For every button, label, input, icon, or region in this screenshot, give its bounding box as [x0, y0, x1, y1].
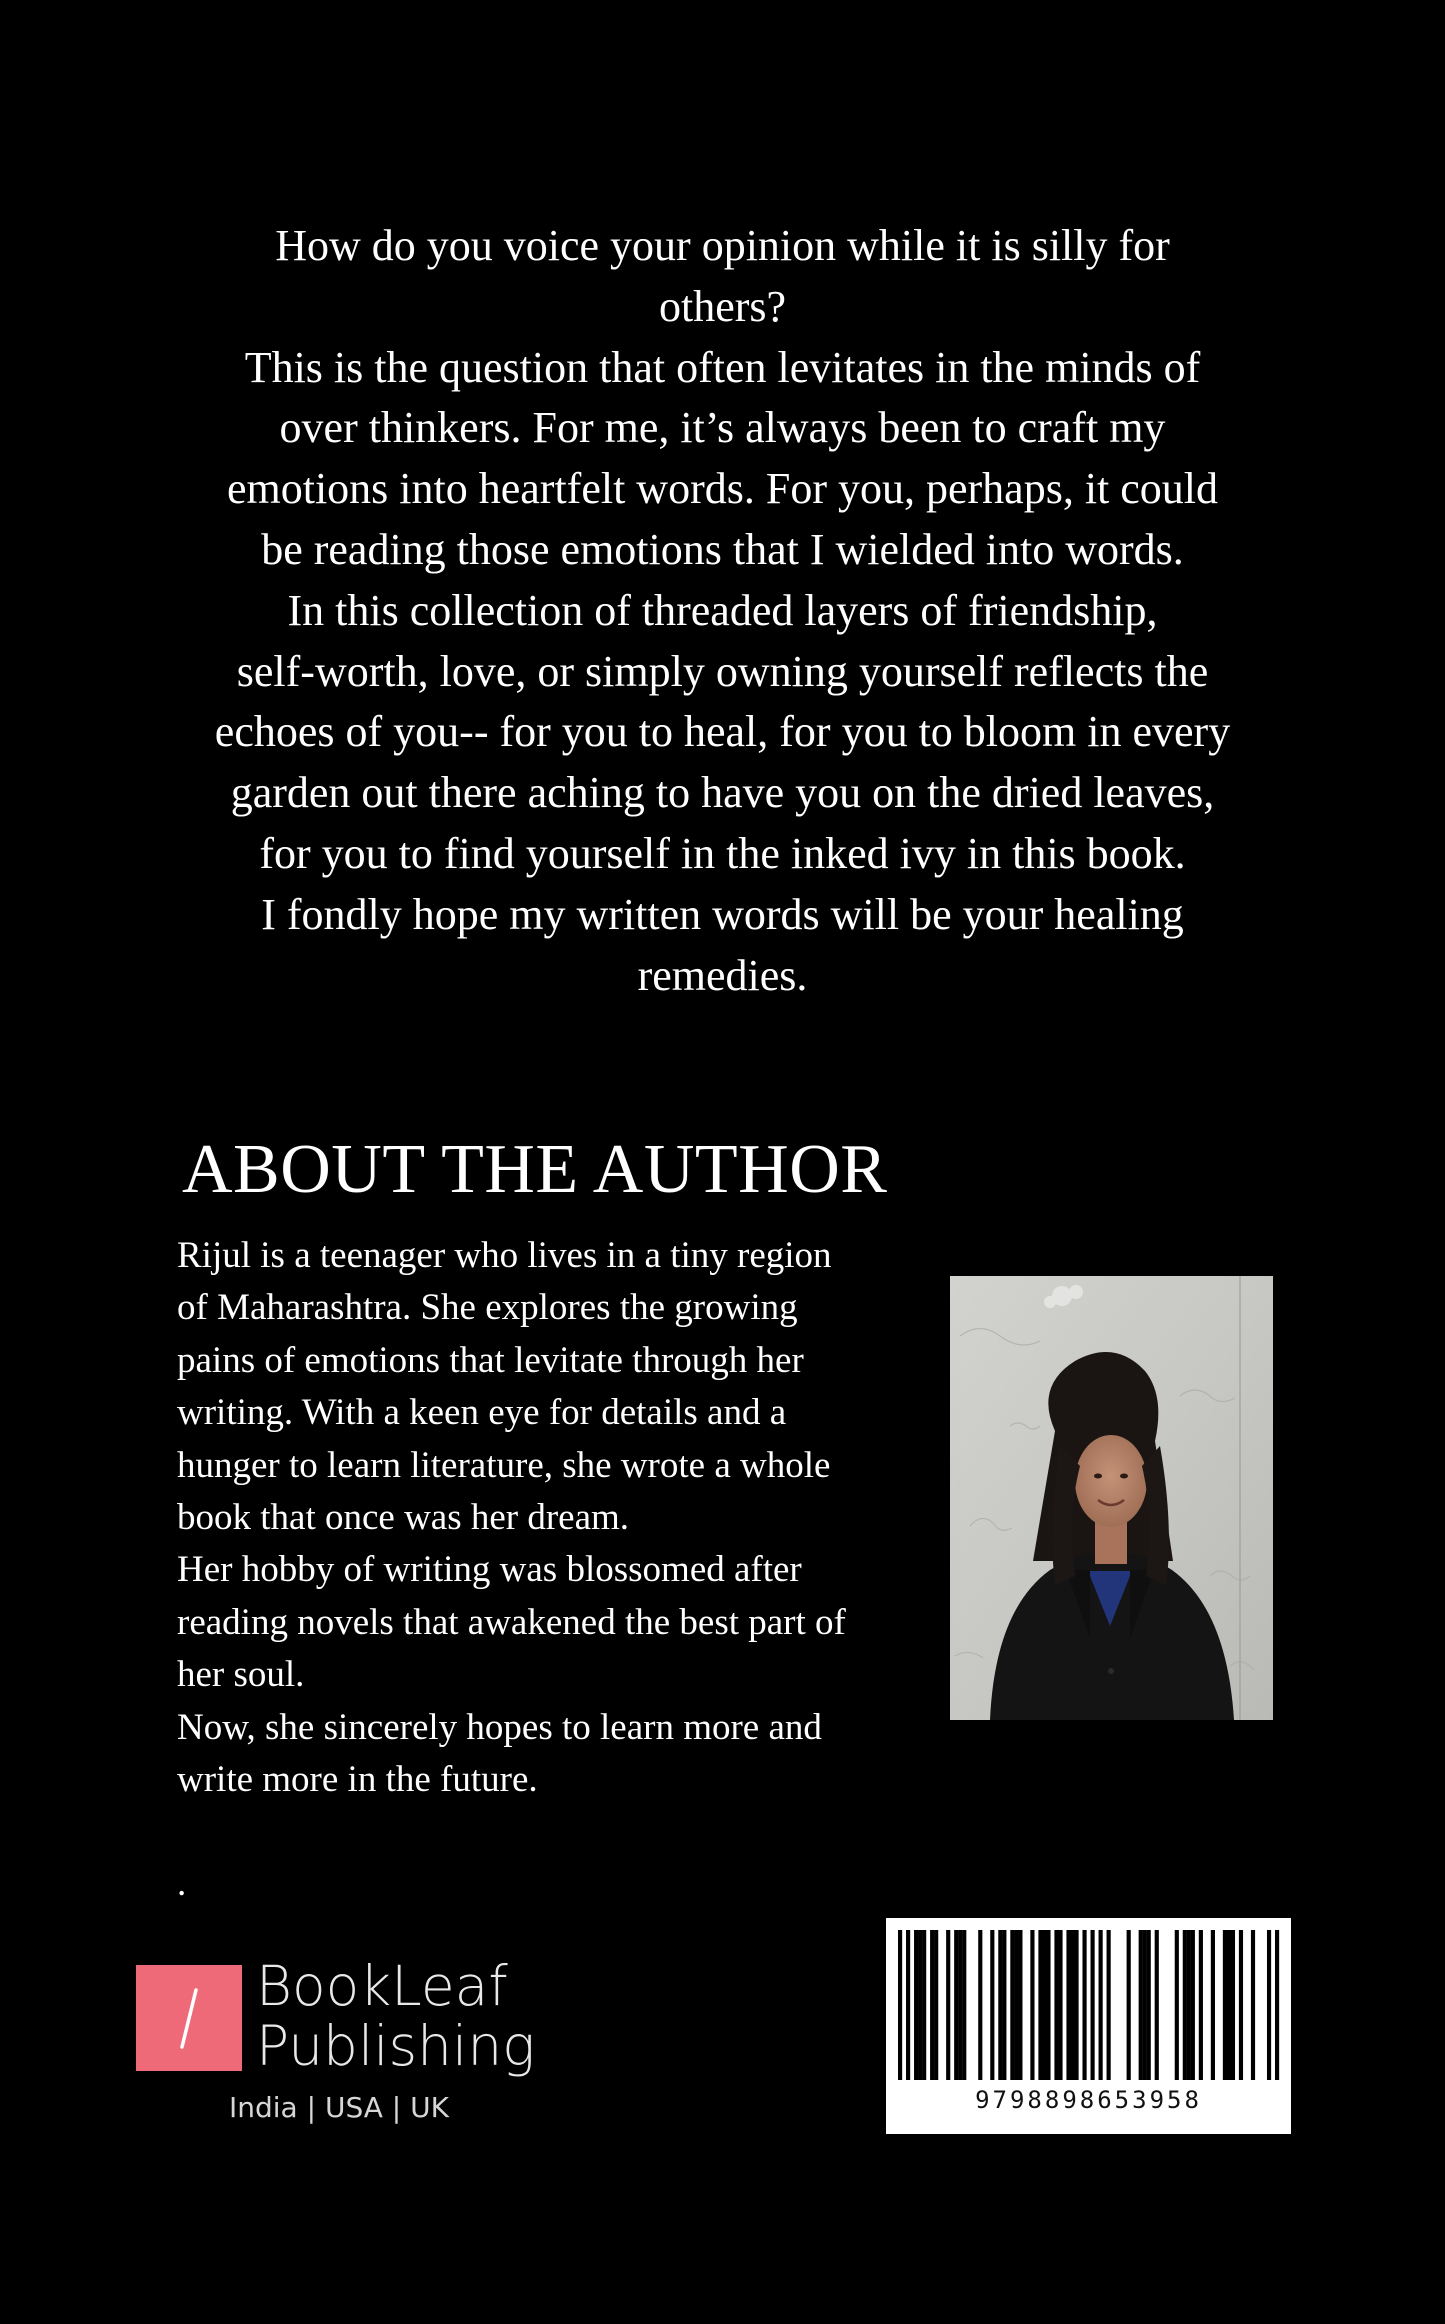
bio-line: pains of emotions that levitate through her	[177, 1339, 804, 1381]
blurb-line: This is the question that often levitates in the minds of	[244, 342, 1201, 392]
bio-line: book that once was her dream.	[177, 1497, 630, 1539]
barcode-bar	[954, 1930, 958, 2080]
barcode-bar	[1099, 1930, 1103, 2080]
bio-line: write more in the future.	[177, 1759, 538, 1801]
blurb-line: be reading those emotions that I wielded into words.	[261, 524, 1184, 574]
publisher-regions: India | USA | UK	[229, 2091, 449, 2124]
barcode-bar	[1042, 1930, 1046, 2080]
barcode-bar	[906, 1930, 910, 2080]
isbn-number: 9798898653958	[975, 2086, 1202, 2114]
barcode-bar	[1091, 1930, 1095, 2080]
bio-line: hunger to learn literature, she wrote a whole	[177, 1444, 831, 1486]
blurb-line: In this collection of threaded layers of friendship,	[287, 585, 1158, 635]
barcode-bar	[1143, 1930, 1147, 2080]
publisher-logo-mark	[136, 1965, 242, 2071]
barcode-bar	[1014, 1930, 1018, 2080]
barcode-bar	[1211, 1930, 1215, 2080]
bio-line: Now, she sincerely hopes to learn more and	[177, 1706, 822, 1748]
bio-line: of Maharashtra. She explores the growing	[177, 1287, 798, 1329]
blurb-line: self-worth, love, or simply owning yourself reflects the	[236, 646, 1209, 696]
barcode-bar	[1175, 1930, 1179, 2080]
isbn-barcode	[886, 1918, 1291, 2134]
blurb-line: garden out there aching to have you on the dried leaves,	[230, 768, 1215, 818]
trailing-dot: .	[177, 1863, 187, 1905]
blurb-line: remedies.	[637, 950, 808, 1000]
barcode-bar	[1046, 1930, 1050, 2080]
blurb-text	[150, 216, 1295, 1006]
blurb-line: for you to find yourself in the inked ivy in this book.	[259, 828, 1186, 878]
barcode-bar	[1058, 1930, 1062, 2080]
barcode-bar	[998, 1930, 1002, 2080]
barcode-bar	[1155, 1930, 1159, 2080]
blurb-line: I fondly hope my written words will be your healing	[261, 889, 1184, 939]
barcode-bar	[1107, 1930, 1111, 2080]
barcode-bar	[1082, 1930, 1086, 2080]
barcode-bar	[1199, 1930, 1203, 2080]
barcode-bar	[1183, 1930, 1187, 2080]
barcode-bar	[1227, 1930, 1231, 2080]
barcode-bar	[1002, 1930, 1006, 2080]
barcode-bar	[1074, 1930, 1078, 2080]
barcode-bar	[1010, 1930, 1014, 2080]
barcode-bar	[1038, 1930, 1042, 2080]
blurb-line: emotions into heartfelt words. For you, perhaps, it could	[226, 464, 1219, 514]
bio-line: her soul.	[177, 1654, 305, 1696]
blurb-line: over thinkers. For me, it’s always been to craft my	[279, 403, 1166, 453]
barcode-bar	[934, 1930, 938, 2080]
barcode-bar	[958, 1930, 962, 2080]
barcode-bar	[1187, 1930, 1191, 2080]
barcode-bar	[1239, 1930, 1243, 2080]
author-bio	[177, 1230, 917, 1911]
barcode-bar	[1054, 1930, 1058, 2080]
publisher-name-line2: Publishing	[256, 2014, 536, 2078]
barcode-bar	[1139, 1930, 1143, 2080]
author-photo	[950, 1276, 1273, 1720]
barcode-bar	[1251, 1930, 1255, 2080]
publisher-name	[256, 1956, 535, 2076]
bio-line: writing. With a keen eye for details and a	[177, 1392, 787, 1434]
blurb-line: others?	[658, 281, 787, 331]
barcode-bar	[946, 1930, 950, 2080]
barcode-bar	[1223, 1930, 1227, 2080]
barcode-bar	[1030, 1930, 1034, 2080]
barcode-bar	[978, 1930, 982, 2080]
blurb-line: How do you voice your opinion while it is silly for	[275, 221, 1170, 270]
barcode-bar	[914, 1930, 918, 2080]
bio-line: Rijul is a teenager who lives in a tiny region	[177, 1235, 832, 1276]
barcode-bar	[1127, 1930, 1131, 2080]
barcode-bar	[918, 1930, 922, 2080]
barcode-bar	[1267, 1930, 1271, 2080]
barcode-bar	[922, 1930, 926, 2080]
barcode-bar	[1191, 1930, 1195, 2080]
barcode-bar	[930, 1930, 934, 2080]
blurb-line: echoes of you-- for you to heal, for you to bloom in every	[214, 707, 1231, 757]
barcode-bar	[1018, 1930, 1022, 2080]
barcode-bar	[1070, 1930, 1074, 2080]
barcode-bar	[990, 1930, 994, 2080]
about-author-heading: ABOUT THE AUTHOR	[182, 1131, 888, 1208]
bio-line: reading novels that awakened the best part of	[177, 1601, 846, 1643]
publisher-name-line1: BookLeaf	[256, 1954, 508, 2018]
barcode-bar	[898, 1930, 902, 2080]
barcode-bar	[1275, 1930, 1279, 2080]
barcode-bar	[1066, 1930, 1070, 2080]
bio-line: Her hobby of writing was blossomed after	[177, 1549, 802, 1591]
barcode-bar	[962, 1930, 966, 2080]
barcode-bar	[1231, 1930, 1235, 2080]
barcode-bar	[1147, 1930, 1151, 2080]
